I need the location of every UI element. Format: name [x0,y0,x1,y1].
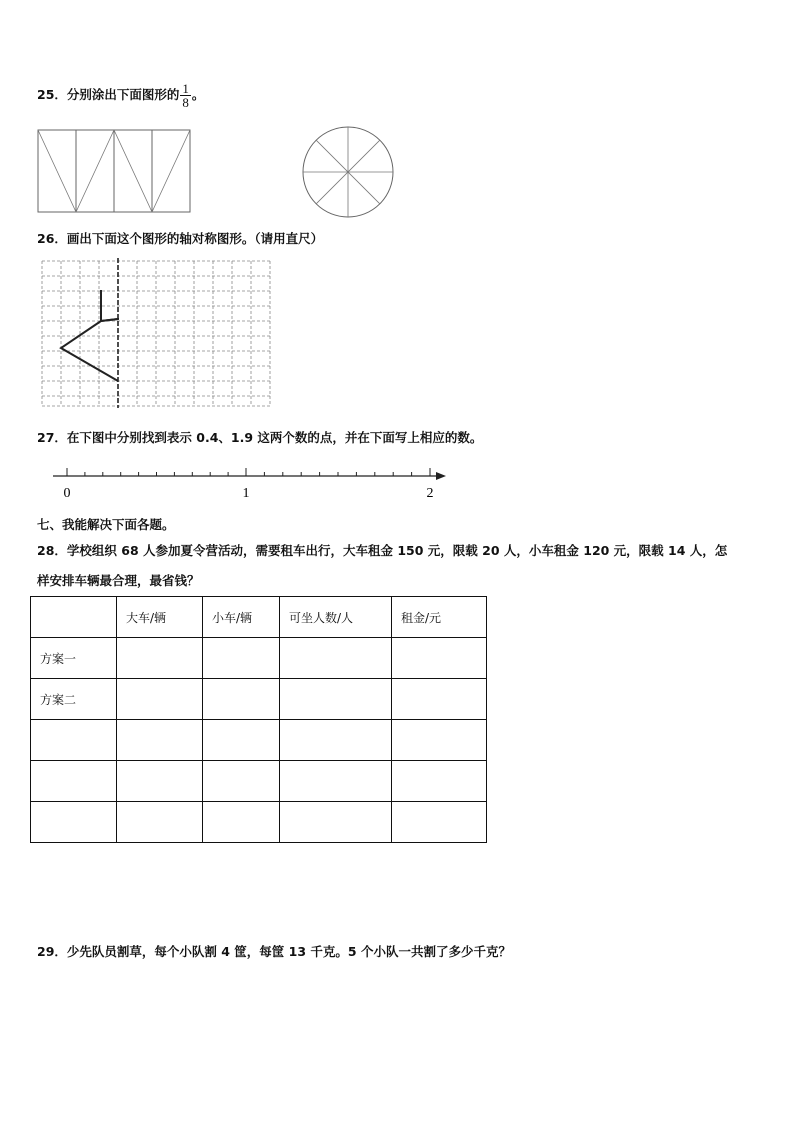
q25-prompt [37,82,204,109]
answer-cell[interactable] [203,761,280,802]
row-label [31,761,117,802]
q25-suffix: 。 [191,87,205,102]
answer-cell[interactable] [203,802,280,843]
table-row [31,679,487,720]
q25-prefix: 25．分别涂出下面图形的 [37,87,180,102]
answer-cell[interactable] [392,638,487,679]
answer-cell[interactable] [203,679,280,720]
number-line [50,462,450,502]
answer-cell[interactable] [117,679,203,720]
dashed-grid [42,261,270,406]
answer-cell[interactable] [280,761,392,802]
answer-cell[interactable] [203,720,280,761]
tick-label-0: 0 [63,486,71,501]
q25-rectangle-figure [36,128,194,214]
tick-label-1: 1 [242,486,250,501]
tick-label-2: 2 [426,486,434,501]
q27-prompt: 27．在下图中分别找到表示 0.4、1.9 这两个数的点，并在下面写上相应的数。 [37,430,483,445]
table-header-cell: 小车/辆 [203,597,280,638]
answer-cell[interactable] [117,802,203,843]
half-shape-lower [61,319,118,381]
table-row [31,720,487,761]
fraction-numerator: 1 [182,81,189,96]
table-header-row [31,597,487,638]
q29-prompt: 29．少先队员割草，每个小队割 4 筐，每筐 13 千克。5 个小队一共割了多少千克？ [37,944,511,959]
rental-plan-table [30,596,487,843]
answer-cell[interactable] [280,720,392,761]
answer-cell[interactable] [392,720,487,761]
half-shape-upper [101,290,118,321]
table-row [31,802,487,843]
q28-prompt-line2: 样安排车辆最合理，最省钱？ [37,573,200,588]
q25-circle-figure [300,126,396,218]
answer-cell[interactable] [117,638,203,679]
answer-cell[interactable] [280,679,392,720]
answer-cell[interactable] [392,802,487,843]
answer-cell[interactable] [280,802,392,843]
answer-cell[interactable] [392,679,487,720]
q28-prompt-line1: 28．学校组织 68 人参加夏令营活动，需要租车出行，大车租金 150 元，限载 20 人，小车租金 120 元，限载 14 人，怎 [37,543,728,558]
answer-cell[interactable] [203,638,280,679]
row-label [31,720,117,761]
q26-prompt: 26．画出下面这个图形的轴对称图形。（请用直尺） [37,231,324,246]
arrow-right-icon [436,472,446,480]
answer-cell[interactable] [280,638,392,679]
fraction-denominator: 8 [182,95,189,110]
table-header-cell [31,597,117,638]
row-label: 方案一 [31,638,117,679]
row-label: 方案二 [31,679,117,720]
table-header-cell: 大车/辆 [117,597,203,638]
answer-cell[interactable] [392,761,487,802]
table-row [31,638,487,679]
answer-cell[interactable] [117,720,203,761]
row-label [31,802,117,843]
answer-cell[interactable] [117,761,203,802]
q26-grid-figure [36,256,278,412]
table-header-cell: 可坐人数/人 [280,597,392,638]
section-heading: 七、我能解决下面各题。 [37,517,175,532]
q25-fraction [180,82,191,109]
table-header-cell: 租金/元 [392,597,487,638]
number-line-ticks [67,468,430,476]
table-row [31,761,487,802]
